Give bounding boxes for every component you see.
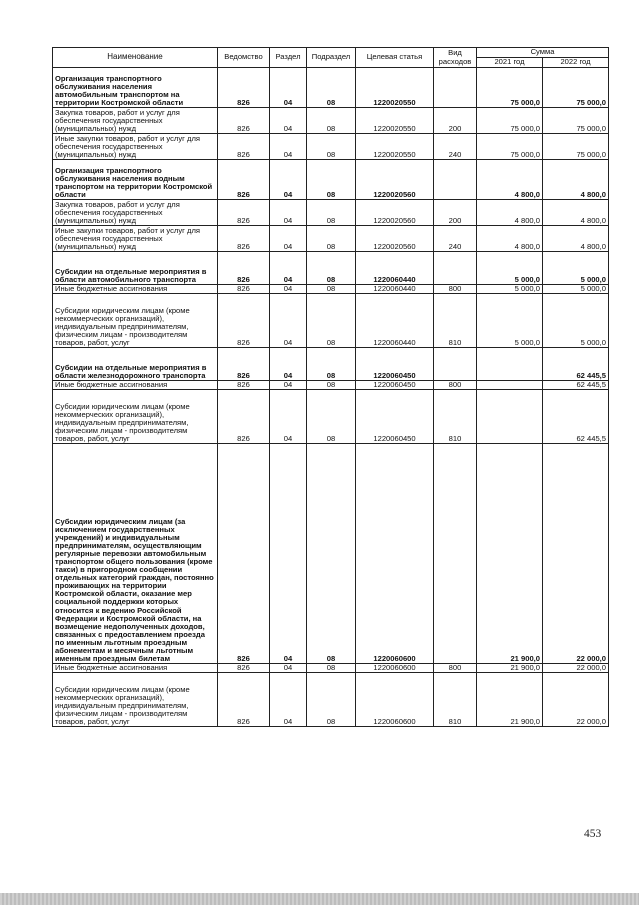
cell-razdel: 04	[270, 294, 307, 348]
cell-razdel: 04	[270, 134, 307, 160]
cell-podrazdel: 08	[307, 160, 356, 200]
cell-expense-type: 200	[434, 108, 477, 134]
cell-sum-2021	[477, 381, 543, 390]
table-row	[53, 444, 609, 664]
cell-podrazdel: 08	[307, 68, 356, 108]
header-target-article: Целевая статья	[356, 48, 434, 68]
cell-podrazdel: 08	[307, 664, 356, 673]
cell-sum-2021: 4 800,0	[477, 226, 543, 252]
header-name: Наименование	[53, 48, 218, 68]
cell-target-article: 1220060450	[356, 348, 434, 381]
cell-name: Субсидии юридическим лицам (кроме некоммерческих организаций), индивидуальным предпринимателям, физическим лицам - производителям товаров, работ, услуг	[53, 294, 218, 348]
header-vedomstvo: Ведомство	[218, 48, 270, 68]
cell-vedomstvo: 826	[218, 673, 270, 727]
cell-podrazdel: 08	[307, 134, 356, 160]
header-expense-type: Вид расходов	[434, 48, 477, 68]
cell-sum-2022: 62 445,5	[543, 348, 609, 381]
cell-expense-type: 800	[434, 285, 477, 294]
cell-razdel: 04	[270, 200, 307, 226]
cell-sum-2022: 75 000,0	[543, 68, 609, 108]
cell-vedomstvo: 826	[218, 390, 270, 444]
cell-name: Иные бюджетные ассигнования	[53, 381, 218, 390]
cell-target-article: 1220060450	[356, 390, 434, 444]
cell-target-article: 1220060450	[356, 381, 434, 390]
table-row	[53, 348, 609, 381]
budget-table	[52, 47, 609, 727]
table-row	[53, 108, 609, 134]
cell-sum-2021: 5 000,0	[477, 294, 543, 348]
table-row	[53, 294, 609, 348]
cell-target-article: 1220060440	[356, 285, 434, 294]
cell-sum-2021: 21 900,0	[477, 673, 543, 727]
cell-vedomstvo: 826	[218, 134, 270, 160]
cell-sum-2021: 75 000,0	[477, 108, 543, 134]
cell-vedomstvo: 826	[218, 664, 270, 673]
cell-podrazdel: 08	[307, 381, 356, 390]
cell-sum-2022: 75 000,0	[543, 108, 609, 134]
header-sum: Сумма	[477, 48, 609, 58]
table-row	[53, 664, 609, 673]
cell-name: Организация транспортного обслуживания населения автомобильным транспортом на территории Костромской области	[53, 68, 218, 108]
cell-name: Иные закупки товаров, работ и услуг для обеспечения государственных (муниципальных) нужд	[53, 226, 218, 252]
cell-vedomstvo: 826	[218, 285, 270, 294]
cell-sum-2022: 4 800,0	[543, 160, 609, 200]
table-row	[53, 226, 609, 252]
cell-sum-2021: 75 000,0	[477, 68, 543, 108]
cell-vedomstvo: 826	[218, 348, 270, 381]
header-year-2021: 2021 год	[477, 58, 543, 68]
cell-vedomstvo: 826	[218, 444, 270, 664]
cell-sum-2021: 4 800,0	[477, 160, 543, 200]
cell-sum-2021: 21 900,0	[477, 444, 543, 664]
cell-target-article: 1220060440	[356, 294, 434, 348]
cell-sum-2022: 5 000,0	[543, 252, 609, 285]
header-razdel: Раздел	[270, 48, 307, 68]
cell-sum-2022: 22 000,0	[543, 444, 609, 664]
cell-razdel: 04	[270, 390, 307, 444]
cell-sum-2022: 5 000,0	[543, 285, 609, 294]
cell-sum-2022: 62 445,5	[543, 390, 609, 444]
cell-name: Закупка товаров, работ и услуг для обеспечения государственных (муниципальных) нужд	[53, 200, 218, 226]
header-year-2022: 2022 год	[543, 58, 609, 68]
cell-target-article: 1220020560	[356, 160, 434, 200]
cell-target-article: 1220020550	[356, 134, 434, 160]
cell-name: Субсидии на отдельные мероприятия в области автомобильного транспорта	[53, 252, 218, 285]
cell-name: Иные бюджетные ассигнования	[53, 664, 218, 673]
cell-razdel: 04	[270, 381, 307, 390]
table-row	[53, 68, 609, 108]
table-row	[53, 252, 609, 285]
cell-target-article: 1220020550	[356, 108, 434, 134]
cell-podrazdel: 08	[307, 673, 356, 727]
cell-expense-type: 810	[434, 390, 477, 444]
cell-expense-type	[434, 444, 477, 664]
cell-razdel: 04	[270, 252, 307, 285]
page-number: 453	[584, 828, 602, 840]
cell-target-article: 1220060600	[356, 664, 434, 673]
cell-vedomstvo: 826	[218, 160, 270, 200]
cell-podrazdel: 08	[307, 252, 356, 285]
cell-sum-2022: 22 000,0	[543, 664, 609, 673]
cell-vedomstvo: 826	[218, 294, 270, 348]
cell-sum-2022: 4 800,0	[543, 200, 609, 226]
cell-podrazdel: 08	[307, 108, 356, 134]
table-row	[53, 390, 609, 444]
cell-sum-2022: 75 000,0	[543, 134, 609, 160]
cell-podrazdel: 08	[307, 390, 356, 444]
cell-sum-2021: 5 000,0	[477, 252, 543, 285]
cell-name: Субсидии юридическим лицам (за исключением государственных учреждений) и индивидуальным предпринимателям, осуществляющим регулярные перевозки автомобильным транспортом общего пользования (кроме такси) в пригородном сообщении отдельных категорий граждан, постоянно проживающих на территории Костромской области, оказание мер социальной поддержки которых относится к ведению Российской Федерации и Костромской области, на возмещение недополученных доходов, связанных с предоставлением проезда по именным льготным проездным абонементам и месячным льготным именным проездным билетам	[53, 444, 218, 664]
cell-vedomstvo: 826	[218, 226, 270, 252]
table-row	[53, 285, 609, 294]
cell-vedomstvo: 826	[218, 108, 270, 134]
cell-expense-type: 240	[434, 134, 477, 160]
table-row	[53, 160, 609, 200]
cell-expense-type: 240	[434, 226, 477, 252]
cell-sum-2022: 4 800,0	[543, 226, 609, 252]
cell-expense-type: 800	[434, 381, 477, 390]
cell-target-article: 1220020550	[356, 68, 434, 108]
cell-target-article: 1220060600	[356, 673, 434, 727]
cell-podrazdel: 08	[307, 226, 356, 252]
cell-vedomstvo: 826	[218, 381, 270, 390]
cell-sum-2022: 22 000,0	[543, 673, 609, 727]
cell-sum-2022: 5 000,0	[543, 294, 609, 348]
cell-razdel: 04	[270, 68, 307, 108]
cell-expense-type: 810	[434, 673, 477, 727]
cell-vedomstvo: 826	[218, 252, 270, 285]
cell-podrazdel: 08	[307, 348, 356, 381]
cell-razdel: 04	[270, 444, 307, 664]
table-row	[53, 200, 609, 226]
cell-name: Закупка товаров, работ и услуг для обеспечения государственных (муниципальных) нужд	[53, 108, 218, 134]
cell-razdel: 04	[270, 160, 307, 200]
cell-name: Субсидии юридическим лицам (кроме некоммерческих организаций), индивидуальным предпринимателям, физическим лицам - производителям товаров, работ, услуг	[53, 673, 218, 727]
cell-target-article: 1220060600	[356, 444, 434, 664]
cell-sum-2021: 5 000,0	[477, 285, 543, 294]
cell-expense-type	[434, 68, 477, 108]
cell-expense-type	[434, 348, 477, 381]
cell-sum-2021: 75 000,0	[477, 134, 543, 160]
cell-sum-2021	[477, 348, 543, 381]
cell-target-article: 1220060440	[356, 252, 434, 285]
cell-name: Организация транспортного обслуживания населения водным транспортом на территории Костромской области	[53, 160, 218, 200]
cell-podrazdel: 08	[307, 285, 356, 294]
cell-razdel: 04	[270, 226, 307, 252]
cell-expense-type: 800	[434, 664, 477, 673]
cell-name: Субсидии юридическим лицам (кроме некоммерческих организаций), индивидуальным предпринимателям, физическим лицам - производителям товаров, работ, услуг	[53, 390, 218, 444]
cell-razdel: 04	[270, 664, 307, 673]
cell-name: Иные закупки товаров, работ и услуг для обеспечения государственных (муниципальных) нужд	[53, 134, 218, 160]
cell-target-article: 1220020560	[356, 226, 434, 252]
cell-razdel: 04	[270, 108, 307, 134]
cell-expense-type	[434, 252, 477, 285]
cell-expense-type: 200	[434, 200, 477, 226]
table-row	[53, 381, 609, 390]
cell-sum-2021: 21 900,0	[477, 664, 543, 673]
cell-expense-type: 810	[434, 294, 477, 348]
cell-vedomstvo: 826	[218, 68, 270, 108]
header-podrazdel: Подраздел	[307, 48, 356, 68]
cell-razdel: 04	[270, 348, 307, 381]
cell-sum-2022: 62 445,5	[543, 381, 609, 390]
cell-razdel: 04	[270, 673, 307, 727]
cell-sum-2021	[477, 390, 543, 444]
cell-name: Иные бюджетные ассигнования	[53, 285, 218, 294]
table-row	[53, 134, 609, 160]
cell-razdel: 04	[270, 285, 307, 294]
table-body	[53, 68, 609, 727]
scan-edge-strip	[0, 893, 639, 905]
cell-podrazdel: 08	[307, 444, 356, 664]
table-row	[53, 673, 609, 727]
cell-podrazdel: 08	[307, 294, 356, 348]
cell-expense-type	[434, 160, 477, 200]
cell-target-article: 1220020560	[356, 200, 434, 226]
cell-sum-2021: 4 800,0	[477, 200, 543, 226]
cell-vedomstvo: 826	[218, 200, 270, 226]
cell-name: Субсидии на отдельные мероприятия в области железнодорожного транспорта	[53, 348, 218, 381]
cell-podrazdel: 08	[307, 200, 356, 226]
